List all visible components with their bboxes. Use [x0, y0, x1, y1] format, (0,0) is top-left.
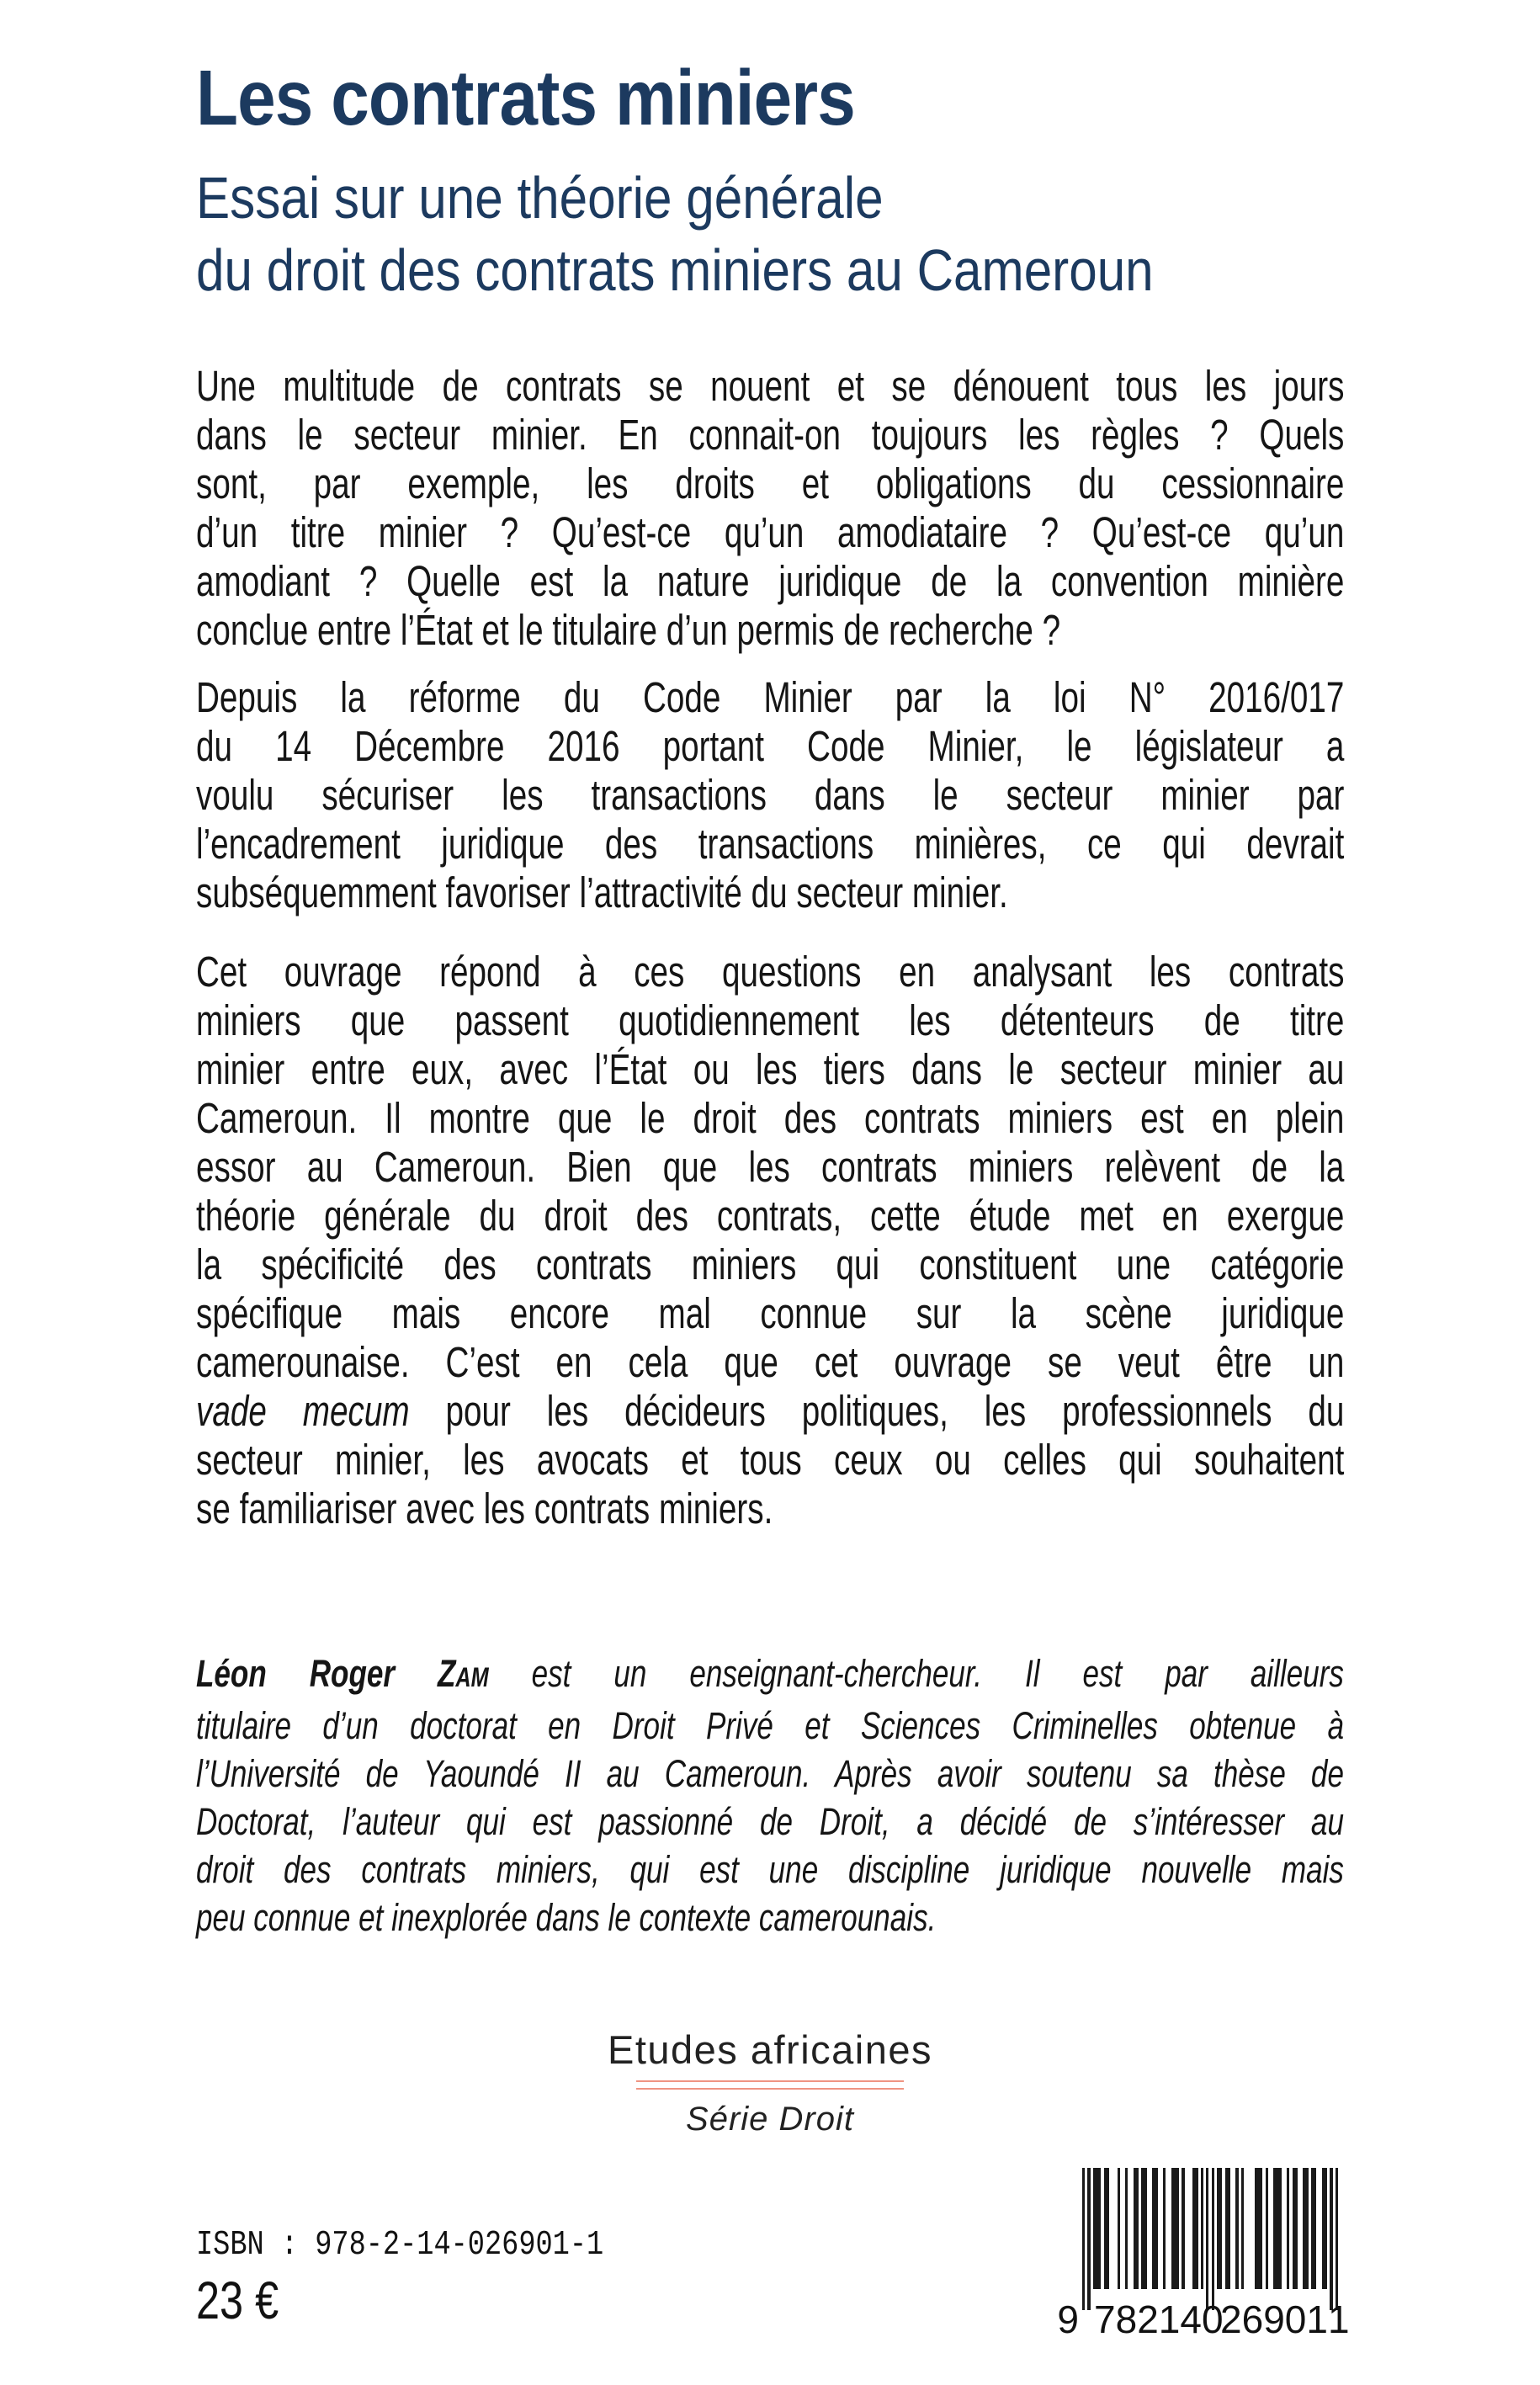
barcode: [1057, 2168, 1350, 2349]
isbn-label: ISBN : 978-2-14-026901-1: [196, 2226, 604, 2265]
collection-double-rule: [636, 2080, 904, 2090]
collection-name: Etudes africaines: [607, 2027, 933, 2072]
series-name: Série Droit: [686, 2101, 854, 2138]
synopsis-paragraph-1: Une multitude de contrats se nouent et se dénouent tous les jours dans le secteur minier. En connait-on toujours les règles ? Quels sont, par exemple, les droits et obligations du cessionnaire d’un titre minier ? Qu’est-ce qu’un amodiataire ? Qu’est-ce qu’un amodiant ? Quelle est la nature juridique de la convention minière conclue entre l’État et le titulaire d’un permis de recherche ?: [196, 362, 1345, 654]
book-title: Les contrats miniers: [196, 54, 855, 141]
synopsis-paragraph-3: Cet ouvrage répond à ces questions en analysant les contrats miniers que passent quotidiennement les détenteurs de titre minier entre eux, avec l’État ou les tiers dans le secteur minier au Cameroun. Il montre que le droit des contrats miniers est en plein essor au Cameroun. Bien que les contrats miniers relèvent de la théorie générale du droit des contrats, cette étude met en exergue la spécificité des contrats miniers qui constituent une catégorie spécifique mais encore mal connue sur la scène juridique camerounaise. C’est en cela que cet ouvrage se veut être un vade mecum pour les décideurs politiques, les professionnels du secteur minier, les avocats et tous ceux ou celles qui souhaitent se familiariser avec les contrats miniers.: [196, 948, 1345, 1532]
collection-block: [0, 2026, 1540, 2138]
cover-text-column: [0, 54, 1344, 1941]
author-bio: Léon Roger ZAM est un enseignant-chercheur. Il est par ailleurs titulaire d’un doctorat en Droit Privé et Sciences Criminelles obtenue à l’Université de Yaoundé II au Cameroun. Après avoir soutenu sa thèse de Doctorat, l’auteur qui est passionné de Droit, a décidé de s’intéresser au droit des contrats miniers, qui est une discipline juridique nouvelle mais peu connue et inexplorée dans le contexte camerounais.: [196, 1652, 1344, 1939]
barcode-bars: [1082, 2168, 1338, 2310]
barcode-digits-left-group: 7 8 2 1 4 0: [1094, 2297, 1224, 2341]
barcode-digit-left: 9: [1057, 2297, 1079, 2341]
synopsis-paragraph-2: Depuis la réforme du Code Minier par la loi N° 2016/017 du 14 Décembre 2016 portant Code Minier, le législateur a voulu sécuriser les transactions dans le secteur minier par l’encadrement juridique des transactions minières, ce qui devrait subséquemment favoriser l’attractivité du secteur minier.: [196, 673, 1345, 916]
book-subtitle: Essai sur une théorie générale du droit des contrats miniers au Cameroun: [196, 165, 1154, 303]
price-label: 23 €: [196, 2271, 279, 2330]
barcode-digits-right-group: 2 6 9 0 1 1: [1220, 2297, 1350, 2341]
